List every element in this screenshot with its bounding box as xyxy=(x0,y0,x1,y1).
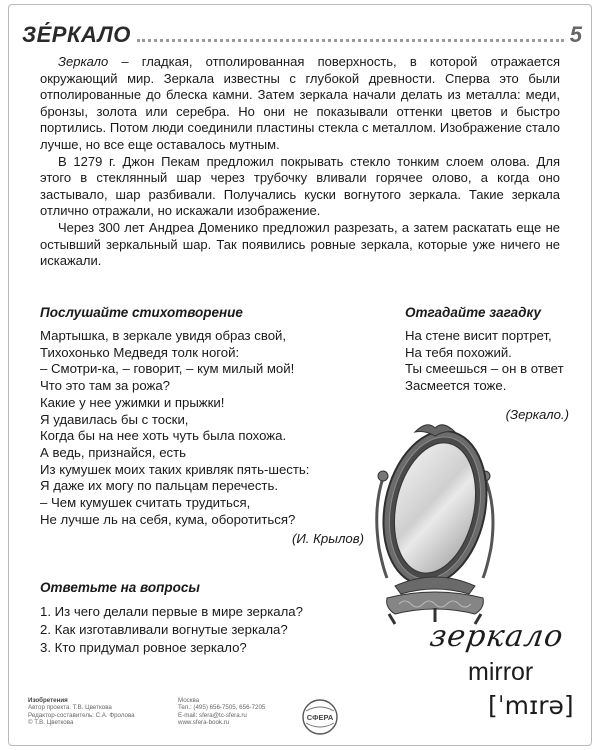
word-english: mirror xyxy=(468,658,534,686)
poem-line: Когда бы на нее хоть чуть была похожа. xyxy=(40,428,287,444)
word-russian-script: зеркало xyxy=(427,619,566,654)
intro-paragraph-2: В 1279 г. Джон Пекам предложил покрывать стекло тонким слоем олова. Для этого в стеклянный шар через трубочку вливали горячее олово, а когда оно застывало, шар разбивали. Получались куски вогнутого зеркала. Такие зеркала отлично отражали, но искажали изображение. xyxy=(40,153,560,219)
page-header xyxy=(22,20,582,46)
poem-line: Из кумушек моих таких кривляк пять-шесть: xyxy=(40,461,310,477)
poem-line: Тихохонько Медведя толк ногой: xyxy=(40,344,240,360)
riddle-answer: (Зеркало.) xyxy=(505,406,569,422)
imprint-footer xyxy=(28,697,358,743)
poem-line: – Чем кумушек считать трудиться, xyxy=(40,495,251,511)
logo-text: СФЕРА xyxy=(306,713,334,722)
imprint-series: Изобретения xyxy=(28,697,68,704)
mirror-icon xyxy=(365,418,505,628)
riddle-line: Ты смеешься – он в ответ xyxy=(405,361,564,377)
poem-section xyxy=(40,305,370,546)
poem-line: – Смотри-ка, – говорит, – кум милый мой! xyxy=(40,361,295,377)
poem-line: Я даже их могу по пальцам перечесть. xyxy=(40,478,279,494)
question-item: 1. Из чего делали первые в мире зеркала? xyxy=(40,604,303,619)
riddle-section xyxy=(405,305,575,422)
imprint-line: www.sfera-book.ru xyxy=(178,719,230,727)
poem-line: Что это там за рожа? xyxy=(40,378,171,394)
poem-line: Мартышка, в зеркале увидя образ свой, xyxy=(40,328,287,343)
intro-paragraph-1 xyxy=(40,54,560,154)
intro-term: Зеркало xyxy=(58,54,109,69)
poem-lines xyxy=(40,328,370,528)
riddle-line: На тебя похожий. xyxy=(405,344,512,360)
imprint-line: Редактор-составитель: С.А. Фролова xyxy=(28,711,135,719)
poem-line: Я удавилась бы с тоски, xyxy=(40,411,189,427)
poem-line: А ведь, признайся, есть xyxy=(40,444,187,460)
poem-line: Какие у нее ужимки и прыжки! xyxy=(40,394,225,410)
imprint-line: Тел.: (495) 656-7505, 656-7205 xyxy=(178,704,266,712)
riddle-lines xyxy=(405,328,575,395)
imprint-column-1 xyxy=(28,697,178,727)
imprint-column-2 xyxy=(178,697,298,727)
poem-author: (И. Крылов) xyxy=(291,531,364,547)
poem-heading: Послушайте стихотворение xyxy=(40,305,243,320)
intro-paragraph-1-text: – гладкая, отполированная поверхность, в которой отражается окружающий мир. Зеркала известны с глубокой древности. Сперва это были отполированные до блеска камни. Затем зеркала начали делать из металла: меди, бронзы, золота или серебра. Но они не показывали оттенки цветов и быстро портились. Потом люди соединили пластины стекла с металлом. Изображение стало лучше, но все еще оставалось мутным. xyxy=(40,54,560,152)
imprint-line: Автор проекта: Т.В. Цветкова xyxy=(28,704,112,712)
riddle-line: На стене висит портрет, xyxy=(405,328,552,343)
riddle-line: Засмеется тоже. xyxy=(405,378,507,394)
title-leader-dots xyxy=(137,39,564,42)
intro-paragraph-3: Через 300 лет Андреа Доменико предложил разрезать, а затем раскатать еще не остывший зеркальный шар. Так появились ровные зеркала, которые уже ничего не искажали. xyxy=(40,219,560,269)
questions-section xyxy=(40,580,380,657)
vocabulary-word xyxy=(427,619,590,720)
poem-line: Не лучше ль на себя, кума, оборотиться? xyxy=(40,511,296,527)
intro-text xyxy=(40,54,560,270)
imprint-line: E-mail: sfera@tc-sfera.ru xyxy=(178,711,247,719)
word-transcription: [ˈmɪrə] xyxy=(488,691,574,720)
question-item: 2. Как изготавливали вогнутые зеркала? xyxy=(40,622,288,637)
page-number: 5 xyxy=(569,22,582,47)
riddle-heading: Отгадайте загадку xyxy=(405,305,542,320)
questions-heading: Ответьте на вопросы xyxy=(40,580,200,595)
question-item: 3. Кто придумал ровное зеркало? xyxy=(40,640,247,655)
imprint-line: Москва xyxy=(178,697,200,704)
page-title: ЗЕ́РКАЛО xyxy=(22,22,131,47)
sfera-logo-icon xyxy=(300,697,340,737)
questions-list xyxy=(40,603,380,657)
imprint-line: © Т.В. Цветкова xyxy=(28,719,74,727)
